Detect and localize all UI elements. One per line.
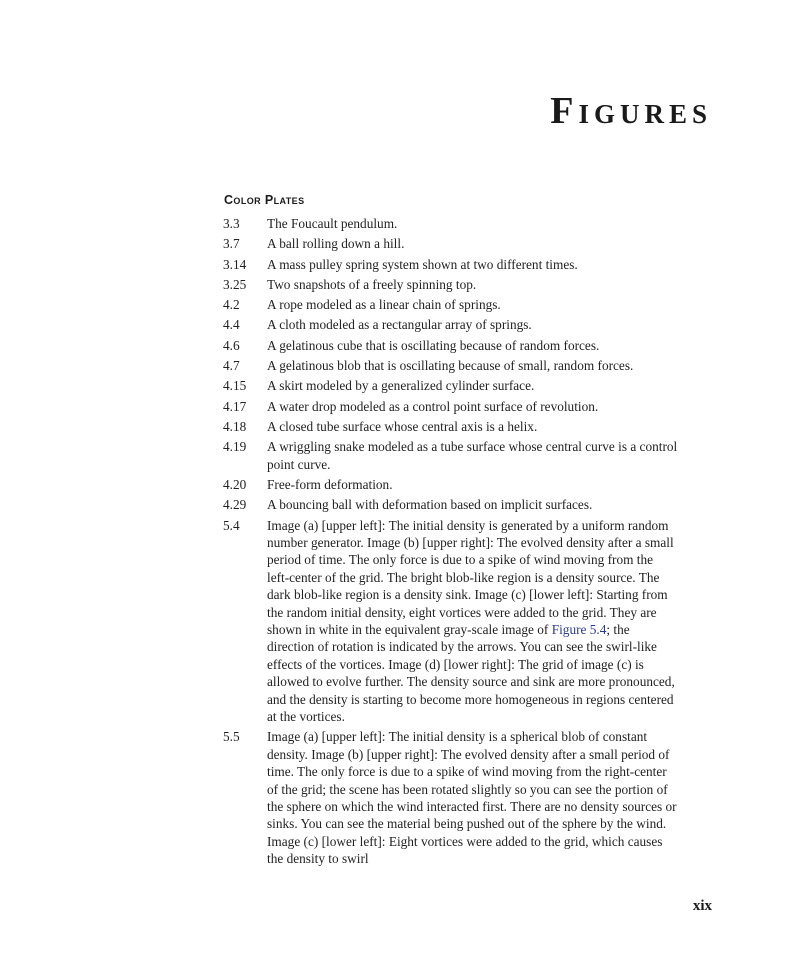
list-item — [223, 357, 678, 374]
figure-number: 4.7 — [223, 358, 240, 374]
figure-caption: A rope modeled as a linear chain of springs. — [267, 297, 501, 313]
figure-caption: A closed tube surface whose central axis is a helix. — [267, 418, 538, 434]
figure-caption: Two snapshots of a freely spinning top. — [267, 276, 477, 292]
figure-number: 4.17 — [223, 398, 247, 414]
list-item — [223, 235, 678, 252]
caption-text-before: Image (a) [upper left]: The initial density is generated by a uniform random number generator. Image (b) [upper right]: The evolved density after a small period of time. The only force is due to a spike of wind moving from the left-center of the grid. The bright blob-like region is a density source. The dark blob-like region is a density sink. Image (c) [lower left]: Starting from the random initial density, eight vortices were added to the grid. They are shown in white in the equivalent gray-scale image of — [267, 517, 674, 637]
figure-number: 5.5 — [223, 729, 240, 745]
list-item — [223, 496, 678, 513]
figure-caption: Image (a) [upper left]: The initial density is a spherical blob of constant density. Image (b) [upper right]: The evolved density after a small period of time. The only force is due to a spike of wind moving from the right-center of the grid; the scene has been rotated slightly so you can see the portion of the sphere on which the wind interacted first. There are no density sources or sinks. You can see the material being pushed out of the sphere by the wind. Image (c) [lower left]: Eight vortices were added to the grid, which causes the density to swirl — [267, 729, 677, 867]
list-item — [223, 728, 678, 867]
figure-number: 4.2 — [223, 297, 240, 313]
list-item — [223, 476, 678, 493]
list-item — [223, 256, 678, 273]
caption-text-after: ; the direction of rotation is indicated by the arrows. You can see the swirl-like effects of the vortices. Image (d) [lower right]: The grid of image (c) is allowed to evolve further. The density source and sink are more pronounced, and the density is starting to become more homogeneous in regions centered at the vortices. — [267, 622, 675, 725]
figure-caption: A gelatinous blob that is oscillating because of small, random forces. — [267, 358, 634, 374]
figure-caption: A gelatinous cube that is oscillating because of random forces. — [267, 337, 600, 353]
figure-caption: A bouncing ball with deformation based on implicit surfaces. — [267, 497, 593, 513]
page-number: xix — [692, 898, 712, 914]
figure-link[interactable]: Figure 5.4 — [551, 622, 607, 637]
figure-caption: A wriggling snake modeled as a tube surface whose central curve is a control point curve. — [267, 439, 678, 472]
figure-number: 4.20 — [223, 476, 247, 492]
figure-caption: Free-form deformation. — [267, 476, 393, 492]
list-item — [223, 418, 678, 435]
list-item — [223, 398, 678, 415]
page-title: Figures — [550, 90, 712, 132]
figure-caption — [267, 517, 678, 726]
figure-caption: A water drop modeled as a control point surface of revolution. — [267, 398, 599, 414]
figure-number: 4.29 — [223, 497, 247, 513]
figure-list — [223, 215, 678, 870]
figure-caption: A mass pulley spring system shown at two different times. — [267, 256, 578, 272]
list-item — [223, 276, 678, 293]
figure-number: 4.15 — [223, 378, 247, 394]
list-item — [223, 517, 678, 726]
section-heading: Color Plates — [224, 193, 305, 207]
figure-number: 4.4 — [223, 317, 240, 333]
figure-number: 4.19 — [223, 439, 247, 455]
figure-caption: A cloth modeled as a rectangular array of springs. — [267, 317, 532, 333]
list-item — [223, 215, 678, 232]
figure-number: 4.18 — [223, 418, 247, 434]
figure-caption: The Foucault pendulum. — [267, 216, 398, 231]
list-item — [223, 337, 678, 354]
list-item — [223, 438, 678, 473]
figure-caption: A ball rolling down a hill. — [267, 236, 405, 252]
figure-caption: A skirt modeled by a generalized cylinder surface. — [267, 378, 535, 394]
figure-number: 3.3 — [223, 216, 240, 231]
figure-number: 3.7 — [223, 236, 240, 252]
figure-number: 4.6 — [223, 337, 240, 353]
figure-number: 3.25 — [223, 276, 247, 292]
list-item — [223, 316, 678, 333]
list-item — [223, 296, 678, 313]
figure-number: 5.4 — [223, 517, 240, 533]
list-item — [223, 377, 678, 394]
figure-number: 3.14 — [223, 256, 247, 272]
